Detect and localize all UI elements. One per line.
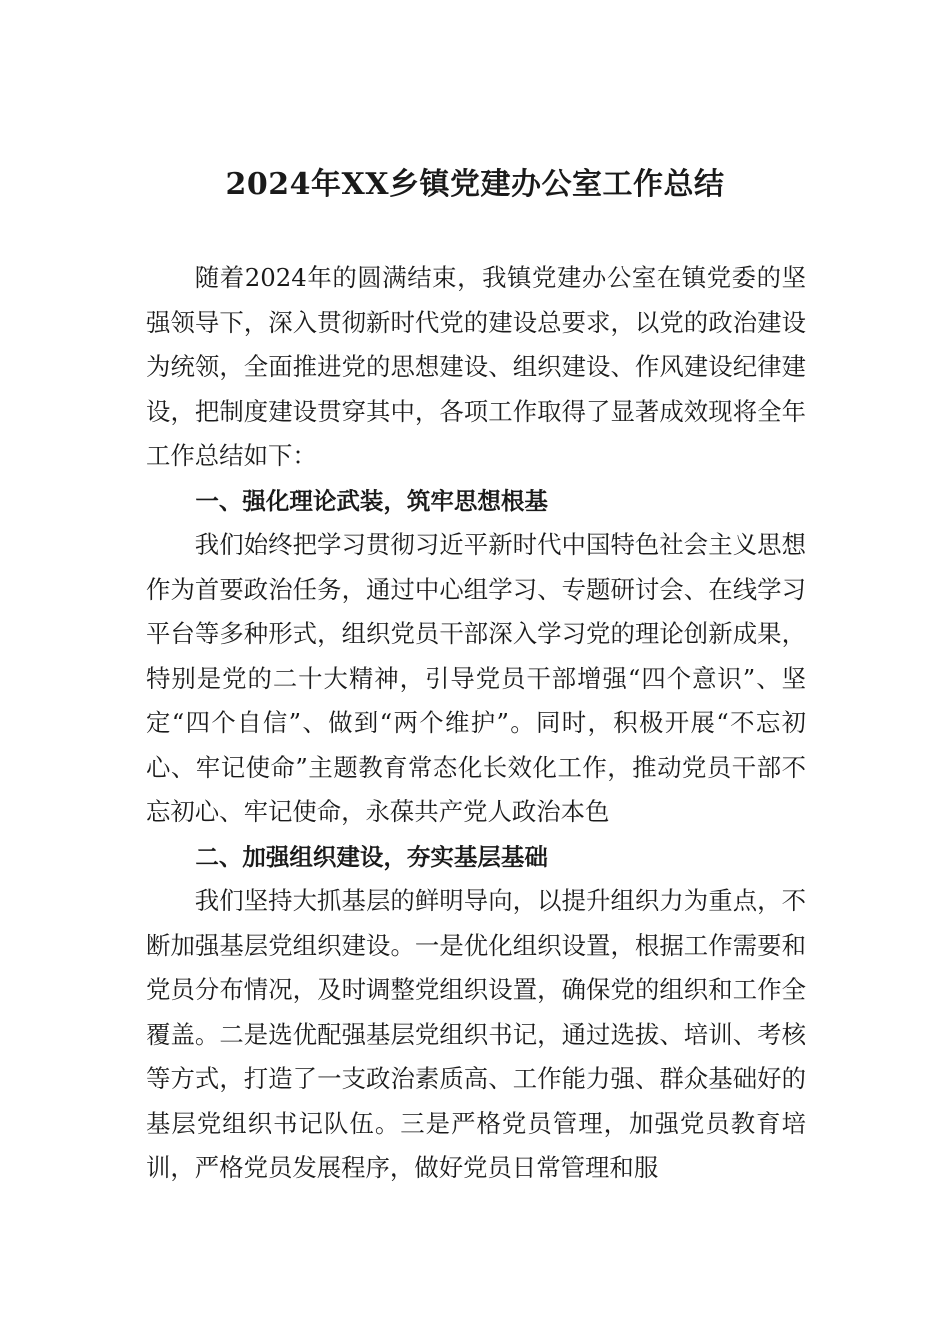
document-title: 2024年XX乡镇党建办公室工作总结 [225, 167, 725, 202]
intro-paragraph: 随着2024年的圆满结束，我镇党建办公室在镇党委的坚强领导下，深入贯彻新时代党的建设总要求，以党的政治建设为统领，全面推进党的思想建设、组织建设、作风建设纪律建设，把制度建设贯穿其中，各项工作取得了显著成效现将全年工作总结如下： [146, 263, 806, 470]
document-body [146, 256, 806, 1191]
section-paragraph-1: 我们始终把学习贯彻习近平新时代中国特色社会主义思想作为首要政治任务，通过中心组学习、专题研讨会、在线学习平台等多种形式，组织党员干部深入学习党的理论创新成果，特别是党的二十大精神，引导党员干部增强“四个意识”、坚定“四个自信”、做到“两个维护”。同时，积极开展“不忘初心、牢记使命”主题教育常态化长效化工作，推动党员干部不忘初心、牢记使命，永葆共产党人政治本色 [146, 530, 806, 826]
section-paragraph-2: 我们坚持大抓基层的鲜明导向，以提升组织力为重点，不断加强基层党组织建设。一是优化组织设置，根据工作需要和党员分布情况，及时调整党组织设置，确保党的组织和工作全覆盖。二是选优配强基层党组织书记，通过选拔、培训、考核等方式，打造了一支政治素质高、工作能力强、群众基础好的基层党组织书记队伍。三是严格党员管理，加强党员教育培训，严格党员发展程序，做好党员日常管理和服 [146, 886, 806, 1182]
section-heading-2: 二、加强组织建设，夯实基层基础 [195, 842, 548, 871]
section-heading-1: 一、强化理论武装，筑牢思想根基 [195, 486, 548, 515]
